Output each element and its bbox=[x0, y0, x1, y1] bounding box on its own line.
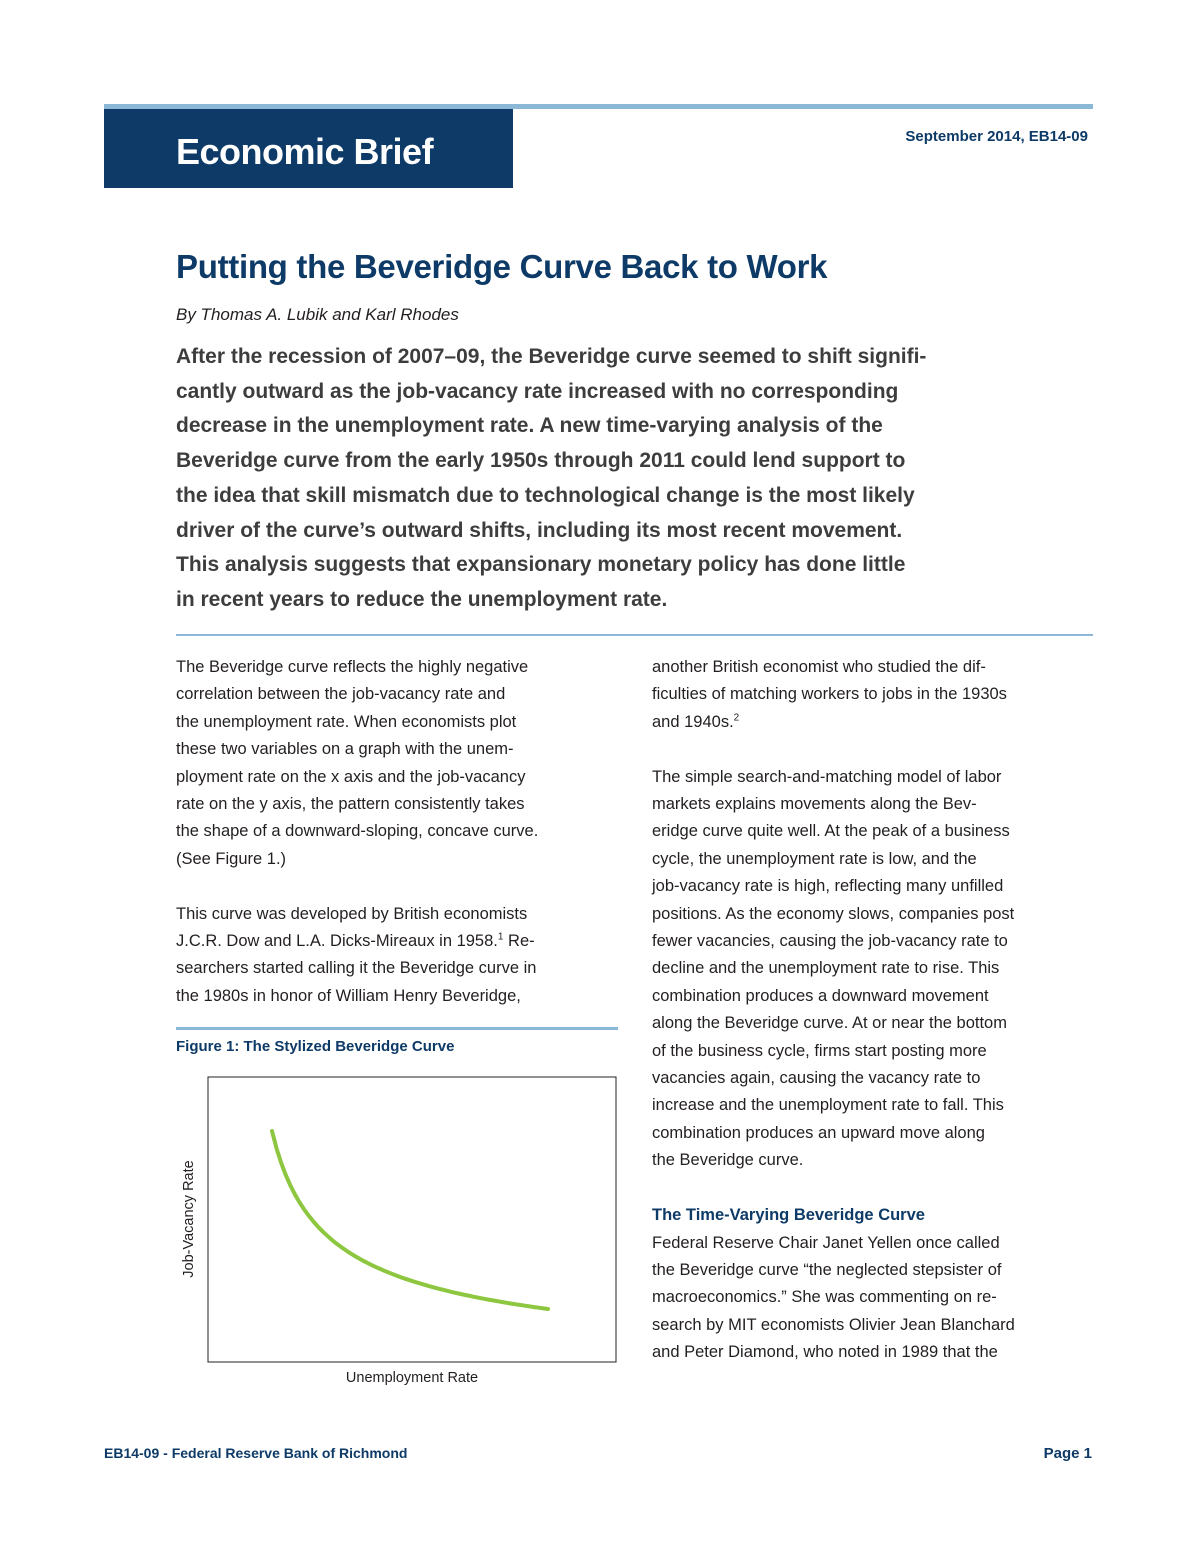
text-fragment: J.C.R. Dow and L.A. Dicks-Mireaux in 1958. bbox=[176, 932, 498, 951]
text-line: of the business cycle, firms start posting more bbox=[652, 1041, 987, 1060]
plot-frame bbox=[208, 1077, 616, 1362]
beveridge-curve-chart bbox=[176, 1068, 618, 1398]
figure-rule bbox=[176, 1027, 618, 1030]
issue-date: September 2014, EB14-09 bbox=[905, 128, 1088, 145]
text-line: combination produces an upward move along bbox=[652, 1123, 985, 1142]
summary-line: cantly outward as the job-vacancy rate increased with no corresponding bbox=[176, 379, 899, 403]
text-line: rate on the y axis, the pattern consistently takes bbox=[176, 795, 525, 814]
paragraph bbox=[652, 654, 1092, 736]
text-line: search by MIT economists Olivier Jean Blanchard bbox=[652, 1315, 1015, 1334]
text-line bbox=[176, 928, 616, 955]
text-line: these two variables on a graph with the unem- bbox=[176, 740, 514, 759]
article-title: Putting the Beveridge Curve Back to Work bbox=[176, 248, 828, 285]
text-line: and Peter Diamond, who noted in 1989 that the bbox=[652, 1343, 998, 1362]
x-axis-label: Unemployment Rate bbox=[345, 1370, 479, 1386]
text-line: The Beveridge curve reflects the highly negative bbox=[176, 658, 529, 676]
text-line: macroeconomics.” She was commenting on re- bbox=[652, 1288, 997, 1307]
text-line: vacancies again, causing the vacancy rate to bbox=[652, 1069, 981, 1088]
summary-line: the idea that skill mismatch due to technological change is the most likely bbox=[176, 483, 915, 507]
summary-line: in recent years to reduce the unemployment rate. bbox=[176, 587, 668, 611]
byline: By Thomas A. Lubik and Karl Rhodes bbox=[176, 305, 459, 324]
text-line: markets explains movements along the Bev- bbox=[652, 795, 977, 814]
text-line: Federal Reserve Chair Janet Yellen once called bbox=[652, 1233, 1000, 1252]
text-line: the unemployment rate. When economists plot bbox=[176, 712, 517, 731]
page-number: Page 1 bbox=[1043, 1445, 1092, 1462]
summary-line: decrease in the unemployment rate. A new time-varying analysis of the bbox=[176, 414, 883, 438]
summary-line: Beveridge curve from the early 1950s through 2011 could lend support to bbox=[176, 449, 906, 473]
footnote-marker[interactable]: 1 bbox=[497, 931, 504, 943]
text-line: combination produces a downward movement bbox=[652, 986, 989, 1005]
section bbox=[652, 1202, 1092, 1366]
summary-line: driver of the curve’s outward shifts, including its most recent movement. bbox=[176, 518, 903, 542]
text-line: The simple search-and-matching model of labor bbox=[652, 767, 1002, 786]
paragraph bbox=[176, 901, 616, 1011]
right-column bbox=[652, 654, 1092, 1367]
text-line bbox=[652, 709, 1092, 736]
text-line: (See Figure 1.) bbox=[176, 849, 287, 868]
text-line: the shape of a downward-sloping, concave curve. bbox=[176, 822, 539, 841]
text-line: job-vacancy rate is high, reflecting many unfilled bbox=[652, 877, 1004, 896]
publication-title: Economic Brief bbox=[176, 131, 434, 172]
text-line: the 1980s in honor of William Henry Beveridge, bbox=[176, 986, 521, 1005]
text-line: This curve was developed by British economists bbox=[176, 904, 528, 923]
summary-line: After the recession of 2007–09, the Beveridge curve seemed to shift signifi- bbox=[176, 345, 927, 368]
text-line: fewer vacancies, causing the job-vacancy rate to bbox=[652, 932, 1008, 951]
text-line: searchers started calling it the Beveridge curve in bbox=[176, 959, 537, 978]
text-fragment: and 1940s. bbox=[652, 712, 734, 731]
text-line: eridge curve quite well. At the peak of a business bbox=[652, 822, 1010, 841]
section-heading: The Time-Varying Beveridge Curve bbox=[652, 1206, 925, 1225]
text-line: decline and the unemployment rate to rise. This bbox=[652, 959, 1000, 978]
text-line: ployment rate on the x axis and the job-vacancy bbox=[176, 767, 526, 786]
text-line: along the Beveridge curve. At or near the bottom bbox=[652, 1014, 1007, 1033]
text-line: ficulties of matching workers to jobs in the 1930s bbox=[652, 685, 1007, 704]
footer-source: EB14-09 - Federal Reserve Bank of Richmond bbox=[104, 1445, 408, 1461]
article-summary bbox=[176, 340, 1076, 618]
paragraph bbox=[176, 654, 616, 873]
text-line: correlation between the job-vacancy rate and bbox=[176, 685, 506, 704]
text-line: another British economist who studied the dif- bbox=[652, 658, 986, 676]
y-axis-label: Job-Vacancy Rate bbox=[181, 1160, 197, 1278]
summary-line: This analysis suggests that expansionary monetary policy has done little bbox=[176, 553, 906, 577]
text-line: the Beveridge curve. bbox=[652, 1151, 804, 1170]
text-fragment: Re- bbox=[503, 932, 535, 951]
text-line: the Beveridge curve “the neglected stepsister of bbox=[652, 1260, 1002, 1279]
footnote-marker[interactable]: 2 bbox=[733, 712, 740, 724]
figure-caption: Figure 1: The Stylized Beveridge Curve bbox=[176, 1038, 455, 1055]
text-line: increase and the unemployment rate to fall. This bbox=[652, 1096, 1004, 1115]
paragraph bbox=[652, 764, 1092, 1175]
text-line: cycle, the unemployment rate is low, and the bbox=[652, 849, 977, 868]
summary-divider bbox=[176, 634, 1093, 636]
text-line: positions. As the economy slows, companies post bbox=[652, 904, 1015, 923]
left-column bbox=[176, 654, 616, 1038]
